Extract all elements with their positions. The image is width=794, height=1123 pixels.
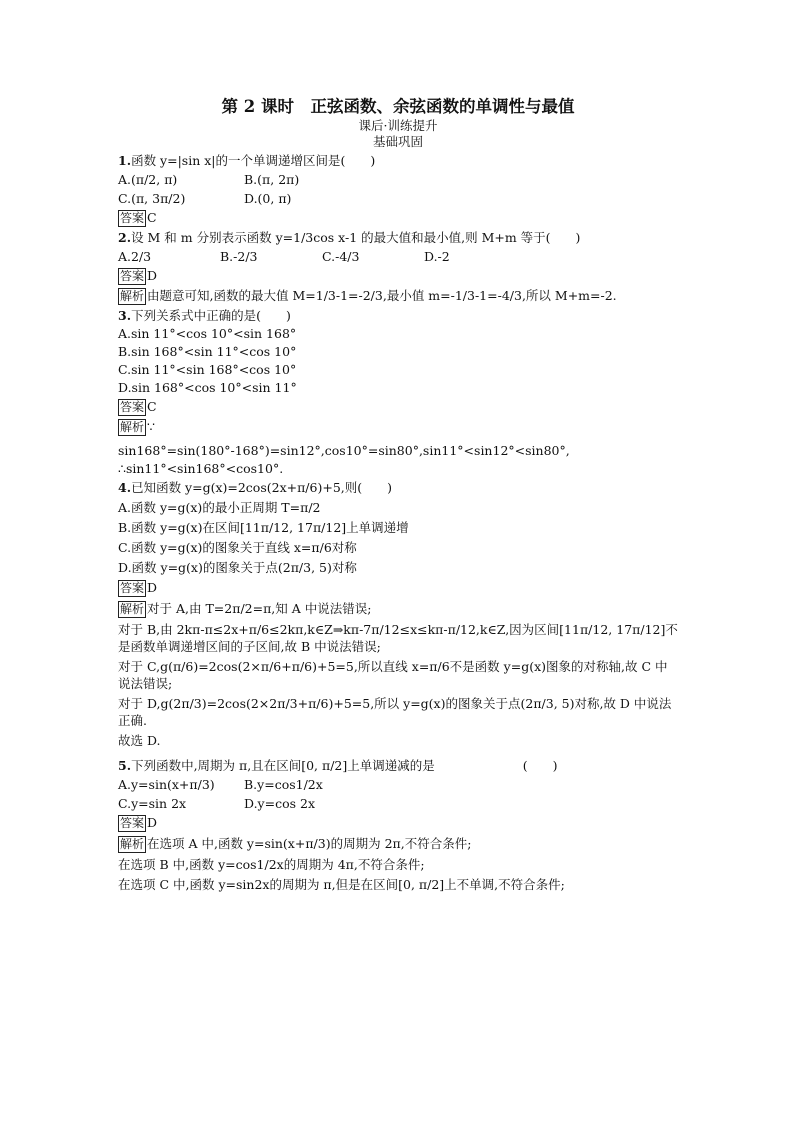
question-3-analysis-line-1: sin168°=sin(180°-168°)=sin12°,cos10°=sin80°,sin11°<sin12°<sin80°, bbox=[118, 443, 570, 458]
question-4-analysis-b: 对于 B,由 2kπ-π≤2x+π/6≤2kπ,k∈Z⇒kπ-7π/12≤x≤kπ-π/12,k∈Z,因为区间[11π/12, 17π/12]不是函数单调递增区间的子区间,故 B 中说法错误; bbox=[118, 622, 678, 654]
question-2-answer: 答案 D bbox=[120, 268, 158, 283]
question-5 bbox=[118, 757, 678, 893]
question-2-option-d: D.-2 bbox=[424, 249, 450, 264]
question-1-option-a: A.(π/2, π) bbox=[118, 172, 178, 187]
question-2 bbox=[118, 229, 678, 305]
question-4-option-b: B.函数 y=g(x)在区间[11π/12, 17π/12]上单调递增 bbox=[118, 520, 409, 535]
question-5-stem: 5.下列函数中,周期为 π,且在区间[0, π/2]上单调递减的是 ( ) bbox=[118, 758, 558, 773]
question-3-analysis: 解析 ∵ bbox=[120, 419, 155, 434]
answer-tag: 答案 bbox=[120, 581, 145, 595]
question-1-stem: 1.函数 y=|sin x|的一个单调递增区间是( ) bbox=[118, 153, 376, 168]
question-4-stem: 4.已知函数 y=g(x)=2cos(2x+π/6)+5,则( ) bbox=[118, 480, 393, 495]
question-3-stem: 3.下列关系式中正确的是( ) bbox=[118, 308, 291, 323]
question-2-option-c: C.-4/3 bbox=[322, 249, 360, 264]
question-2-option-a: A.2/3 bbox=[118, 249, 152, 264]
question-5-analysis-c: 在选项 C 中,函数 y=sin2x的周期为 π,但是在区间[0, π/2]上不单调,不符合条件; bbox=[118, 877, 565, 892]
question-2-analysis: 解析 由题意可知,函数的最大值 M=1/3-1=-2/3,最小值 m=-1/3-1=-4/3,所以 M+m=-2. bbox=[120, 288, 617, 303]
question-4-option-d: D.函数 y=g(x)的图象关于点(2π/3, 5)对称 bbox=[118, 560, 357, 575]
answer-tag: 答案 bbox=[120, 400, 145, 414]
question-3-analysis-line-2: ∴sin11°<sin168°<cos10°. bbox=[118, 461, 284, 476]
question-4-conclusion: 故选 D. bbox=[118, 733, 161, 748]
question-3-option-c: C.sin 11°<sin 168°<cos 10° bbox=[118, 362, 297, 377]
question-5-option-a: A.y=sin(x+π/3) bbox=[118, 777, 215, 792]
question-4-answer: 答案 D bbox=[120, 580, 158, 595]
question-4-analysis-d: 对于 D,g(2π/3)=2cos(2×2π/3+π/6)+5=5,所以 y=g(x)的图象关于点(2π/3, 5)对称,故 D 中说法正确. bbox=[118, 696, 672, 728]
question-1 bbox=[118, 152, 678, 227]
question-1-option-d: D.(0, π) bbox=[244, 191, 292, 206]
question-5-analysis-a: 解析 在选项 A 中,函数 y=sin(x+π/3)的周期为 2π,不符合条件; bbox=[120, 836, 472, 851]
worksheet-page bbox=[118, 96, 678, 896]
question-4 bbox=[118, 479, 678, 749]
page-subtitle-practice: 课后·训练提升 bbox=[358, 118, 438, 133]
question-4-analysis-a: 解析 对于 A,由 T=2π/2=π,知 A 中说法错误; bbox=[120, 601, 372, 616]
question-3 bbox=[118, 307, 678, 477]
analysis-tag: 解析 bbox=[120, 289, 145, 303]
analysis-tag: 解析 bbox=[120, 602, 145, 616]
question-5-analysis-b: 在选项 B 中,函数 y=cos1/2x的周期为 4π,不符合条件; bbox=[118, 857, 425, 872]
question-4-option-c: C.函数 y=g(x)的图象关于直线 x=π/6对称 bbox=[118, 540, 357, 555]
question-1-option-b: B.(π, 2π) bbox=[244, 172, 300, 187]
question-4-option-a: A.函数 y=g(x)的最小正周期 T=π/2 bbox=[118, 500, 321, 515]
answer-tag: 答案 bbox=[120, 269, 145, 283]
question-1-answer: 答案 C bbox=[120, 210, 157, 225]
question-5-option-b: B.y=cos1/2x bbox=[244, 777, 323, 792]
question-5-option-c: C.y=sin 2x bbox=[118, 796, 187, 811]
question-3-option-a: A.sin 11°<cos 10°<sin 168° bbox=[118, 326, 297, 341]
question-3-option-b: B.sin 168°<sin 11°<cos 10° bbox=[118, 344, 297, 359]
question-5-option-d: D.y=cos 2x bbox=[244, 796, 316, 811]
question-5-answer: 答案 D bbox=[120, 815, 158, 830]
question-2-stem: 2.设 M 和 m 分别表示函数 y=1/3cos x-1 的最大值和最小值,则 M+m 等于( ) bbox=[118, 230, 581, 245]
answer-tag: 答案 bbox=[120, 816, 145, 830]
question-1-option-c: C.(π, 3π/2) bbox=[118, 191, 186, 206]
answer-tag: 答案 bbox=[120, 211, 145, 225]
analysis-tag: 解析 bbox=[120, 420, 145, 434]
analysis-tag: 解析 bbox=[120, 837, 145, 851]
page-subtitle-basics: 基础巩固 bbox=[372, 134, 423, 149]
question-4-analysis-c: 对于 C,g(π/6)=2cos(2×π/6+π/6)+5=5,所以直线 x=π/6不是函数 y=g(x)图象的对称轴,故 C 中说法错误; bbox=[118, 659, 668, 691]
page-title: 第 2 课时 正弦函数、余弦函数的单调性与最值 bbox=[221, 97, 575, 116]
question-3-answer: 答案 C bbox=[120, 399, 157, 414]
question-2-option-b: B.-2/3 bbox=[220, 249, 258, 264]
question-3-option-d: D.sin 168°<cos 10°<sin 11° bbox=[118, 380, 297, 395]
